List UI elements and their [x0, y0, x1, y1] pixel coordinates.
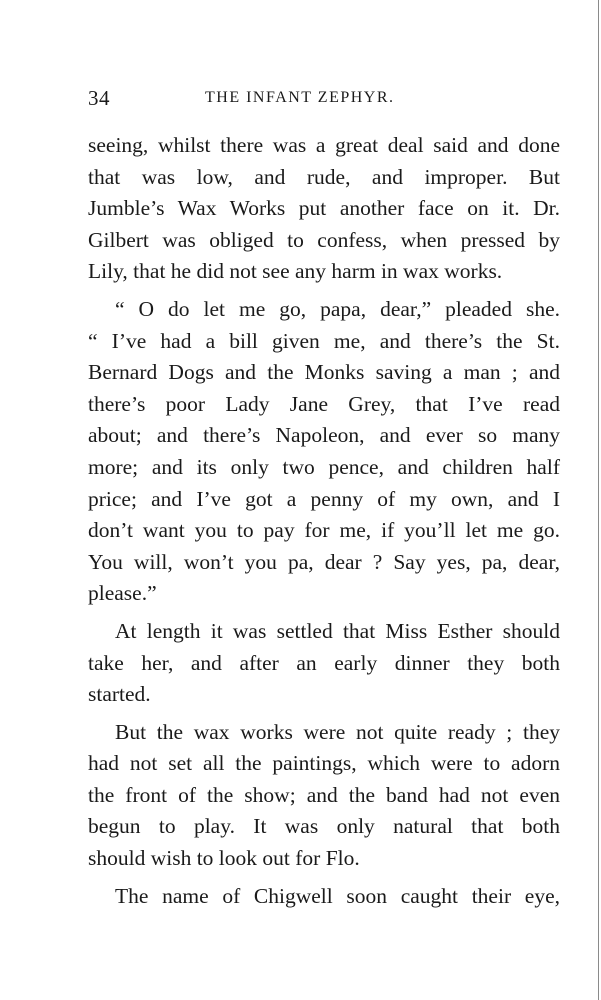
text-line: started.	[88, 682, 151, 707]
text-line: should wish to look out for Flo.	[88, 846, 360, 871]
text-line: Bernard Dogs and the Monks saving a man ; and	[88, 360, 560, 385]
text-line: about; and there’s Napoleon, and ever so many	[88, 423, 560, 448]
running-title: THE INFANT ZEPHYR.	[205, 89, 395, 106]
page-header	[88, 86, 558, 116]
text-line: the front of the show; and the band had not even	[88, 782, 560, 807]
text-line: please.”	[88, 581, 157, 606]
text-line: Gilbert was obliged to confess, when pressed by	[88, 227, 560, 252]
text-line: The name of Chigwell soon caught their eye,	[115, 883, 560, 908]
text-line: seeing, whilst there was a great deal said and done	[88, 133, 560, 157]
text-line: had not set all the paintings, which were to adorn	[88, 751, 560, 776]
text-line: don’t want you to pay for me, if you’ll let me go.	[88, 518, 560, 543]
text-line: At length it was settled that Miss Esther should	[115, 618, 560, 643]
text-line: But the wax works were not quite ready ; they	[115, 719, 560, 744]
text-line: “ O do let me go, papa, dear,” pleaded she.	[115, 296, 560, 321]
text-line: price; and I’ve got a penny of my own, and I	[88, 486, 560, 511]
text-line: more; and its only two pence, and children half	[88, 454, 560, 479]
text-line: Jumble’s Wax Works put another face on it. Dr.	[88, 196, 560, 221]
page-number: 34	[88, 86, 110, 110]
body-text	[88, 130, 560, 912]
text-line: take her, and after an early dinner they both	[88, 650, 560, 675]
text-line: there’s poor Lady Jane Grey, that I’ve read	[88, 391, 560, 416]
text-line: that was low, and rude, and improper. But	[88, 164, 560, 189]
text-line: You will, won’t you pa, dear ? Say yes, pa, dear,	[88, 549, 560, 574]
text-line: begun to play. It was only natural that both	[88, 814, 560, 839]
page-edge-rule	[598, 0, 599, 1000]
text-line: Lily, that he did not see any harm in wax works.	[88, 259, 503, 284]
text-line: “ I’ve had a bill given me, and there’s the St.	[88, 328, 560, 353]
